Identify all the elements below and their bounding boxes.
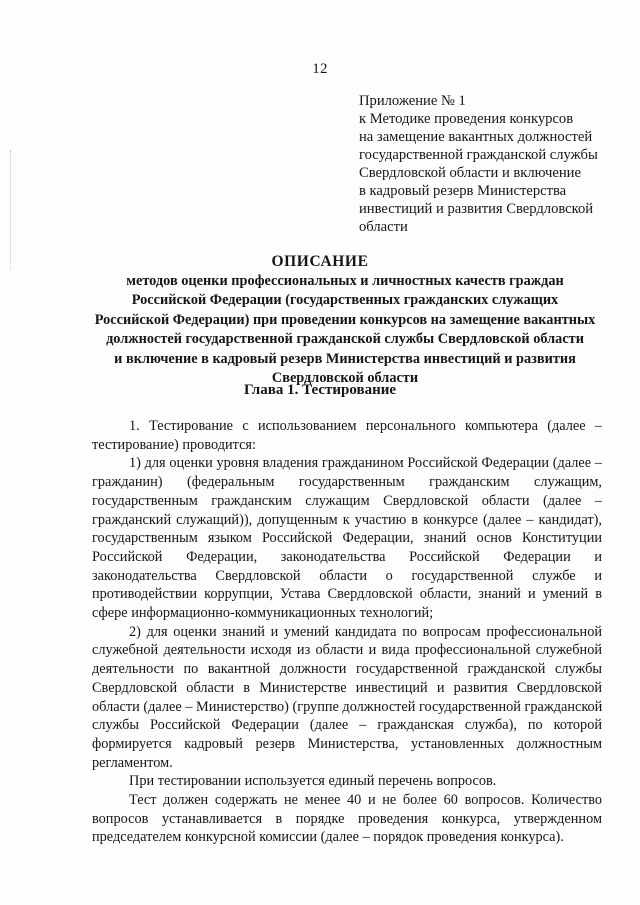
appendix-line: области (359, 219, 408, 235)
body-line: службы Российской Федерации (далее – гражданская служба), по которой (92, 717, 602, 734)
body-line: гражданский служащий)), допущенным к участию в конкурсе (далее – кандидат), (92, 511, 602, 528)
appendix-line: Приложение № 1 (359, 93, 466, 109)
appendix-header (359, 92, 609, 236)
subtitle-line: Свердловской области (271, 370, 419, 387)
scan-margin-marks (10, 150, 15, 270)
appendix-line: к Методике проведения конкурсов (359, 111, 574, 127)
appendix-line: Свердловской области и включение (359, 165, 581, 181)
body-line: государственным языком Российской Федерации, знаний основ Конституции (92, 530, 602, 547)
body-line: государственным гражданским служащим Свердловской области (далее – (92, 492, 602, 509)
body-line: регламентом. (92, 754, 173, 771)
body-line: 1. Тестирование с использованием персонального компьютера (далее – (129, 418, 602, 434)
body-line: формируется кадровый резерв Министерства, установленных должностным (92, 735, 602, 752)
appendix-line: инвестиций и развития Свердловской (359, 201, 594, 217)
body-line: Российской Федерации, законодательства Российской Федерации и (92, 548, 602, 565)
body-line: сфере информационно-коммуникационных технологий; (92, 605, 434, 622)
chapter-heading: Глава 1. Тестирование (243, 382, 397, 398)
body-line: области (далее – Министерство) (группе должностей государственной гражданской (92, 698, 602, 715)
page-number: 12 (312, 61, 328, 77)
body-line: Свердловской области в Министерстве инвестиций и развития Свердловской (92, 679, 602, 696)
body-line: 1) для оценки уровня владения гражданином Российской Федерации (далее – (129, 455, 602, 472)
body-line: вопросов устанавливается в порядке проведения конкурса, утвержденном (92, 810, 602, 827)
body-line: Тест должен содержать не менее 40 и не более 60 вопросов. Количество (129, 792, 602, 809)
appendix-line: на замещение вакантных должностей (359, 129, 593, 145)
appendix-line: в кадровый резерв Министерства (359, 183, 567, 199)
body-text (92, 417, 602, 847)
subtitle-line: Российской Федерации (государственных гражданских служащих (131, 292, 559, 309)
subtitle-line: методов оценки профессиональных и личностных качеств граждан (126, 273, 564, 289)
body-line: При тестировании используется единый перечень вопросов. (129, 773, 497, 790)
appendix-line: государственной гражданской службы (359, 147, 598, 163)
subtitle-line: Российской Федерации) при проведении конкурсов на замещение вакантных (94, 311, 596, 328)
body-line: 2) для оценки знаний и умений кандидата по вопросам профессиональной (129, 623, 602, 640)
subtitle-line: и включение в кадровый резерв Министерства инвестиций и развития (114, 350, 576, 367)
body-line: законодательства Свердловской области о государственной службе и (92, 567, 602, 584)
body-line: деятельности по вакантной должности государственной гражданской службы (92, 661, 602, 678)
body-line: служебной деятельности исходя из области и вида профессиональной служебной (92, 642, 602, 659)
body-line: председателем конкурсной комиссии (далее – порядок проведения конкурса). (92, 829, 564, 846)
body-line: противодействии коррупции, Устава Свердловской области, знаний и умений в (92, 586, 602, 603)
document-subtitle (88, 272, 602, 388)
document-title: ОПИСАНИЕ (271, 253, 369, 270)
subtitle-line: должностей государственной гражданской службы Свердловской области (106, 331, 584, 348)
body-line: тестирование) проводится: (92, 436, 256, 453)
body-line: гражданин) (федеральным государственным гражданским служащим, (92, 474, 602, 491)
